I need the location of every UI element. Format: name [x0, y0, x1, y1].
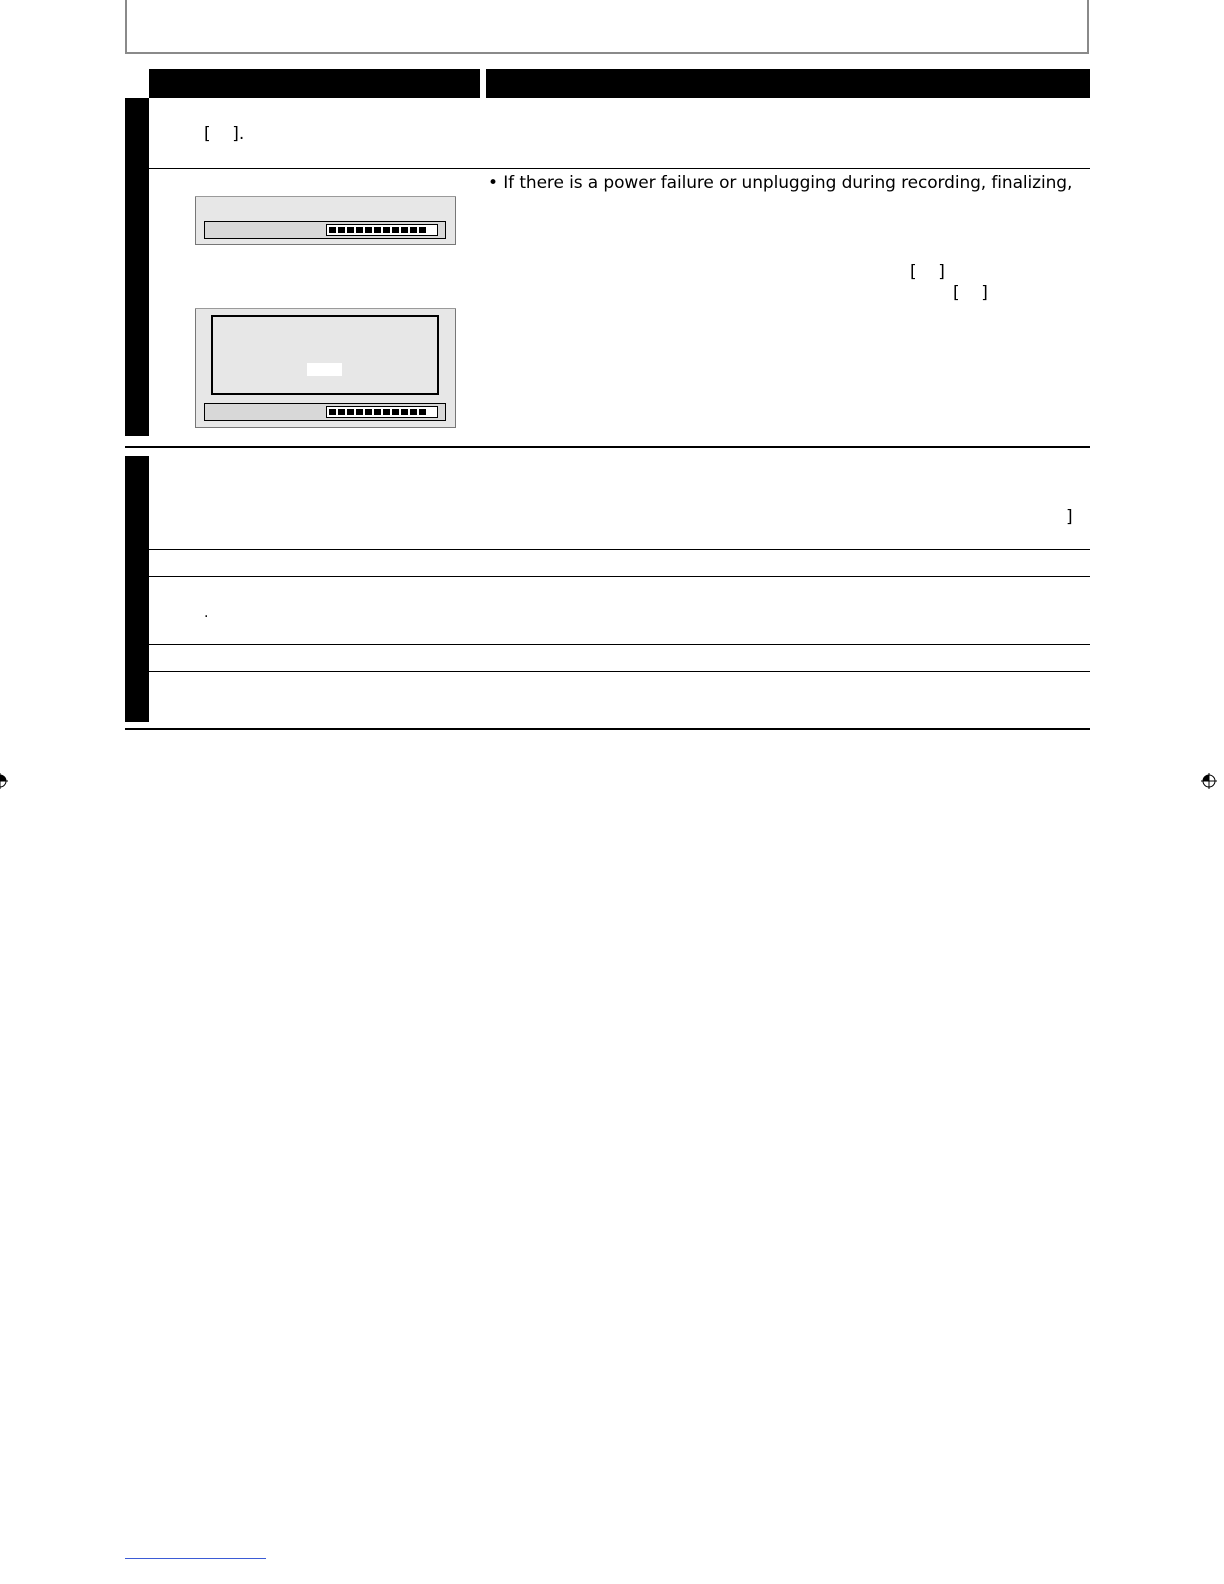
- row-divider: [149, 549, 1090, 550]
- footer-line: [125, 1558, 266, 1559]
- section-divider: [125, 446, 1090, 448]
- row-divider: [149, 671, 1090, 672]
- row3-bracket-text: ]: [1066, 507, 1073, 527]
- section-tab-2: [125, 456, 149, 722]
- page-header-box: [125, 0, 1089, 54]
- row2-bracket-text-a: [ ]: [910, 262, 945, 282]
- table-header-right: [486, 69, 1090, 98]
- dialog-button: [307, 363, 342, 376]
- row-divider: [149, 576, 1090, 577]
- table-header-left: [149, 69, 480, 98]
- screen-top-edge: [195, 308, 456, 309]
- registration-mark-icon: [0, 773, 8, 789]
- row-divider: [149, 168, 1090, 169]
- progress-indicator: [326, 406, 438, 418]
- registration-mark-icon: [1201, 773, 1217, 789]
- screen-top-edge: [195, 196, 456, 197]
- row1-bracket-text: [ ].: [204, 124, 245, 144]
- power-failure-note: • If there is a power failure or unplugging during recording, finalizing,: [488, 173, 1073, 193]
- row5-dot-text: .: [204, 605, 209, 621]
- row-divider: [149, 644, 1090, 645]
- table-bottom-rule: [125, 728, 1090, 730]
- progress-indicator: [326, 224, 438, 236]
- section-tab-1: [125, 98, 149, 436]
- dialog-box: [211, 315, 439, 395]
- row2-bracket-text-b: [ ]: [953, 283, 988, 303]
